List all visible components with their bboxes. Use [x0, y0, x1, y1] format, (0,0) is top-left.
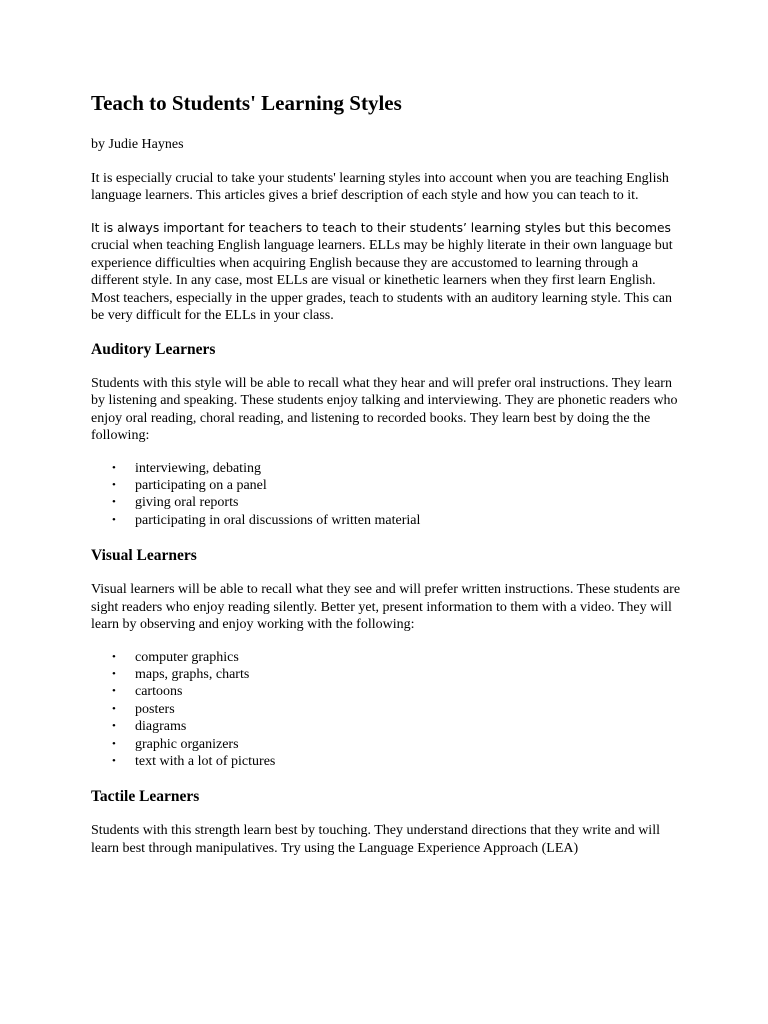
- list-item-text: participating in oral discussions of written material: [135, 512, 421, 528]
- list-item-text: participating on a panel: [135, 477, 267, 493]
- context-paragraph: [91, 220, 681, 325]
- article-byline: by Judie Haynes: [91, 137, 184, 152]
- auditory-list: [91, 460, 681, 530]
- intro-paragraph: It is especially crucial to take your students' learning styles into account when you are teaching English language learners. This articles gives a brief description of each style and how you can teach to it.: [91, 170, 669, 203]
- bullet-icon: •: [112, 478, 116, 491]
- list-item: [112, 460, 681, 477]
- auditory-heading: Auditory Learners: [91, 340, 216, 358]
- list-item-text: diagrams: [135, 719, 187, 735]
- bullet-icon: •: [112, 755, 116, 768]
- visual-list: [91, 649, 681, 771]
- bullet-icon: •: [112, 650, 116, 663]
- bullet-icon: •: [112, 668, 116, 681]
- list-item-text: cartoons: [135, 684, 183, 700]
- visual-paragraph: Visual learners will be able to recall what they see and will prefer written instructions. These students are sight readers who enjoy reading silently. Better yet, present information to them with a video. They will learn by observing and enjoy working with the following:: [91, 582, 681, 633]
- context-paragraph-lead: It is always important for teachers to teach to their students’ learning styles but this becomes: [91, 220, 671, 235]
- list-item: [112, 683, 681, 700]
- list-item: [112, 512, 681, 529]
- list-item: [112, 666, 681, 683]
- list-item-text: maps, graphs, charts: [135, 667, 250, 683]
- bullet-icon: •: [112, 685, 116, 698]
- list-item-text: graphic organizers: [135, 736, 239, 752]
- bullet-icon: •: [112, 461, 116, 474]
- list-item-text: giving oral reports: [135, 495, 239, 511]
- document-page: [91, 88, 681, 872]
- list-item: [112, 718, 681, 735]
- list-item-text: computer graphics: [135, 649, 239, 665]
- bullet-icon: •: [112, 702, 116, 715]
- tactile-paragraph: Students with this strength learn best by touching. They understand directions that they write and will learn best through manipulatives. Try using the Language Experience Approach (LEA): [91, 823, 660, 856]
- list-item: [112, 701, 681, 718]
- tactile-heading: Tactile Learners: [91, 788, 200, 806]
- auditory-paragraph: Students with this style will be able to recall what they hear and will prefer oral instructions. They learn by listening and speaking. These students enjoy talking and interviewing. They are phonetic readers who enjoy oral reading, choral reading, and listening to recorded books. They learn best by doing the the following:: [91, 375, 678, 443]
- list-item-text: text with a lot of pictures: [135, 754, 276, 770]
- bullet-icon: •: [112, 737, 116, 750]
- article-title: Teach to Students' Learning Styles: [91, 91, 402, 115]
- list-item: [112, 753, 681, 770]
- list-item-text: posters: [135, 701, 175, 717]
- bullet-icon: •: [112, 720, 116, 733]
- list-item: [112, 477, 681, 494]
- visual-heading: Visual Learners: [91, 547, 197, 565]
- list-item: [112, 649, 681, 666]
- list-item-text: interviewing, debating: [135, 460, 261, 476]
- list-item: [112, 736, 681, 753]
- list-item: [112, 494, 681, 511]
- bullet-icon: •: [112, 496, 116, 509]
- context-paragraph-rest: crucial when teaching English language learners. ELLs may be highly literate in their own language but experience difficulties when acquiring English because they are accustomed to learning through a different style. In any case, most ELLs are visual or kinethetic learners when they first learn English. Most teachers, especially in the upper grades, teach to students with an auditory learning style. This can be very difficult for the ELLs in your class.: [91, 238, 673, 323]
- bullet-icon: •: [112, 513, 116, 526]
